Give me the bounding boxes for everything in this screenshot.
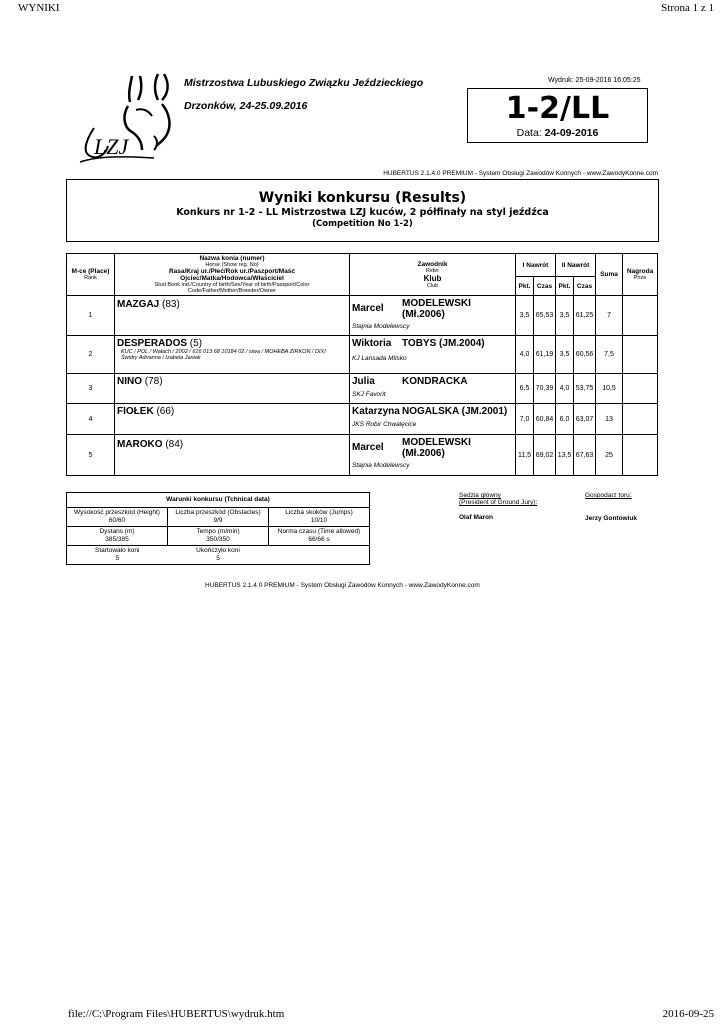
col-horse: Nazwa konia (numer) Horse (Show reg. No) Rasa/Kraj ur./Płeć/Rok ur./Paszport/Maść Ojciec/Matka/Hodowca/Właściciel Stud Book ind./Country of birth/Sex/Year of birth/Passport/Color Code/Father/Mother/Breeder/Owner — [115, 254, 350, 296]
software-line-bottom: HUBERTUS 2.1.4.0 PREMIUM - System Obsługi Zawodów Konnych - www.ZawodyKonne.com — [205, 582, 480, 589]
competition-number: (Competition No 1-2) — [312, 219, 413, 229]
table-header-row — [67, 254, 658, 277]
competition-name: Konkurs nr 1-2 - LL Mistrzostwa LZJ kuców, 2 półfinały na styl jeźdźca — [176, 207, 549, 218]
table-row: 4 FIOŁEK (66) Katarzyna NOGALSKA (JM.2001) JKS Robir Chwalęcice 7,0 60,84 6,0 63,07 13 — [67, 404, 658, 435]
date-label: Data: — [516, 127, 542, 139]
distance-cell: Dystans (m) 385/385 — [67, 527, 168, 546]
finished-cell: Ukończyło koni 5 — [168, 546, 269, 565]
event-title: Mistrzostwa Lubuskiego Związku Jeździeckiego — [184, 77, 424, 89]
col-prize: Nagroda Prize — [623, 254, 658, 296]
rider-cell: Katarzyna NOGALSKA (JM.2001) JKS Robir Chwalęcice — [350, 404, 516, 435]
printed-timestamp: Wydruk: 25-09-2016 16:05:25 — [548, 77, 641, 84]
horse-cell: MAROKO (84) — [115, 435, 350, 476]
competition-box — [467, 88, 648, 143]
col-round2: II Nawrót — [556, 254, 596, 277]
print-date: 2016-09-25 — [662, 1008, 714, 1020]
competition-code: 1-2/LL — [505, 91, 610, 126]
print-file-path: file://C:\Program Files\HUBERTUS\wydruk.htm — [68, 1008, 285, 1020]
col-place: M-ce (Place) Rank — [67, 254, 115, 296]
logo-text: LZJ — [94, 134, 129, 159]
tempo-cell: Tempo (m/min) 350/350 — [168, 527, 269, 546]
results-title: Wyniki konkursu (Results) — [258, 190, 467, 206]
software-line-top: HUBERTUS 2.1.4.0 PREMIUM - System Obsługi Zawodów Konnych - www.ZawodyKonne.com — [383, 170, 658, 177]
event-place-date: Drzonków, 24-25.09.2016 — [184, 100, 308, 112]
table-row: 1 MAZGAJ (83) Marcel MODELEWSKI (Mł.2006) Stajnia Modelewscy 3,5 65,53 3,5 61,25 7 — [67, 296, 658, 336]
results-table — [66, 253, 658, 476]
president-jury: Sędzia główny (President of Ground Jury): Olaf Maron — [459, 492, 538, 521]
horse-cell: FIOŁEK (66) — [115, 404, 350, 435]
conditions-title: Warunki konkursu (Tchnical data) — [67, 493, 370, 508]
col-r1-pts: Pkt. — [516, 277, 534, 296]
col-r1-time: Czas — [534, 277, 556, 296]
col-round1: I Nawrót — [516, 254, 556, 277]
date-value: 24-09-2016 — [544, 127, 599, 139]
col-r2-pts: Pkt. — [556, 277, 574, 296]
empty-cell — [269, 546, 370, 565]
jumps-cell: Liczba skoków (Jumps) 10/10 — [269, 508, 370, 527]
started-cell: Startowało koni 5 — [67, 546, 168, 565]
col-sum: Suma — [596, 254, 623, 296]
col-rider: Zawodnik Rider Klub Club — [350, 254, 516, 296]
results-title-box — [66, 179, 659, 242]
course-designer-name: Jerzy Gontowiuk — [585, 515, 638, 522]
rider-cell: Marcel MODELEWSKI (Mł.2006) Stajnia Modelewscy — [350, 435, 516, 476]
competition-date — [468, 127, 647, 139]
rider-cell: Julia KONDRACKA SKJ Favorit — [350, 374, 516, 404]
conditions-table — [66, 492, 370, 565]
rider-cell: Wiktoria TOBYS (JM.2004) KJ Lansada Milsko — [350, 336, 516, 374]
horse-cell: MAZGAJ (83) — [115, 296, 350, 336]
print-tab-title: WYNIKI — [18, 2, 60, 14]
table-row: 3 NINO (78) Julia KONDRACKA SKJ Favorit 6,5 70,39 4,0 53,75 10,5 — [67, 374, 658, 404]
table-row: 5 MAROKO (84) Marcel MODELEWSKI (Mł.2006) Stajnia Modelewscy 11,5 69,02 13,5 67,63 25 — [67, 435, 658, 476]
col-r2-time: Czas — [574, 277, 596, 296]
course-designer: Gospodarz toru: Jerzy Gontowiuk — [585, 492, 638, 522]
height-cell: Wysokość przeszkód (Height) 60/60 — [67, 508, 168, 527]
obstacles-cell: Liczba przeszkód (Obstacles) 9/9 — [168, 508, 269, 527]
horse-cell: NINO (78) — [115, 374, 350, 404]
rider-cell: Marcel MODELEWSKI (Mł.2006) Stajnia Modelewscy — [350, 296, 516, 336]
president-name: Olaf Maron — [459, 514, 493, 521]
print-page-count: Strona 1 z 1 — [661, 2, 714, 14]
lzj-logo — [72, 70, 182, 166]
time-allowed-cell: Norma czasu (Time allowed) 66/66 s — [269, 527, 370, 546]
table-row: 2 DESPERADOS (5) KUC / POL / Wałach / 2002 / 616 013 68 10184 02 / siwa / MOHEBA ZIRKON / DIXI Świdry Adrianna / Izabela Janiak Wiktoria TOBYS (JM.2004) KJ Lansada Milsko 4,0 61,19 3,5 60,56 7,5 — [67, 336, 658, 374]
horse-cell: DESPERADOS (5) KUC / POL / Wałach / 2002 / 616 013 68 10184 02 / siwa / MOHEBA ZIRKON / DIXI Świdry Adrianna / Izabela Janiak — [115, 336, 350, 374]
